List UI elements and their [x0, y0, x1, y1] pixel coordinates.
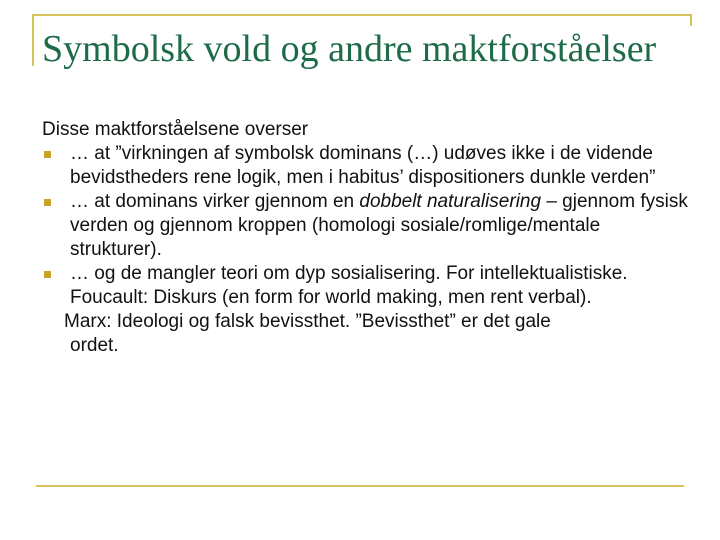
square-bullet-icon [44, 199, 51, 206]
left-accent-rule [32, 14, 34, 66]
bullet-item [42, 190, 692, 262]
slide-title: Symbolsk vold og andre maktforståelser [42, 28, 657, 70]
bullet-text: … og de mangler teori om dyp sosialisering. For intellektualistiske. Foucault: Diskurs (en form for world making, men rent verbal). [70, 263, 628, 308]
bullet-emphasis: dobbelt naturalisering [359, 191, 542, 212]
square-bullet-icon [44, 151, 51, 158]
slide-body [42, 118, 692, 358]
trailing-line-continued: ordet. [70, 335, 119, 356]
right-accent-tick [690, 14, 692, 26]
bullet-text: … at dominans virker gjennom en [70, 191, 360, 212]
bullet-text-continued: – gjennom fysisk verden og gjennom kroppen (homologi sosiale/romlige/mentale strukturer). [70, 191, 688, 260]
bullet-item [42, 142, 692, 190]
square-bullet-icon [44, 271, 51, 278]
bottom-accent-rule [36, 485, 684, 487]
intro-text: Disse maktforståelsene overser [42, 119, 309, 140]
trailing-line: Marx: Ideologi og falsk bevissthet. ”Bevissthet” er det gale [64, 311, 551, 332]
bullet-list [42, 142, 692, 310]
bullet-text: … at ”virkningen af symbolsk dominans (…) udøves ikke i de vidende bevidstheders rene logik, men i habitus’ dispositioners dunkle verden” [70, 143, 656, 188]
trailing-paragraph [42, 310, 692, 358]
top-accent-rule [32, 14, 692, 16]
bullet-item [42, 262, 692, 310]
